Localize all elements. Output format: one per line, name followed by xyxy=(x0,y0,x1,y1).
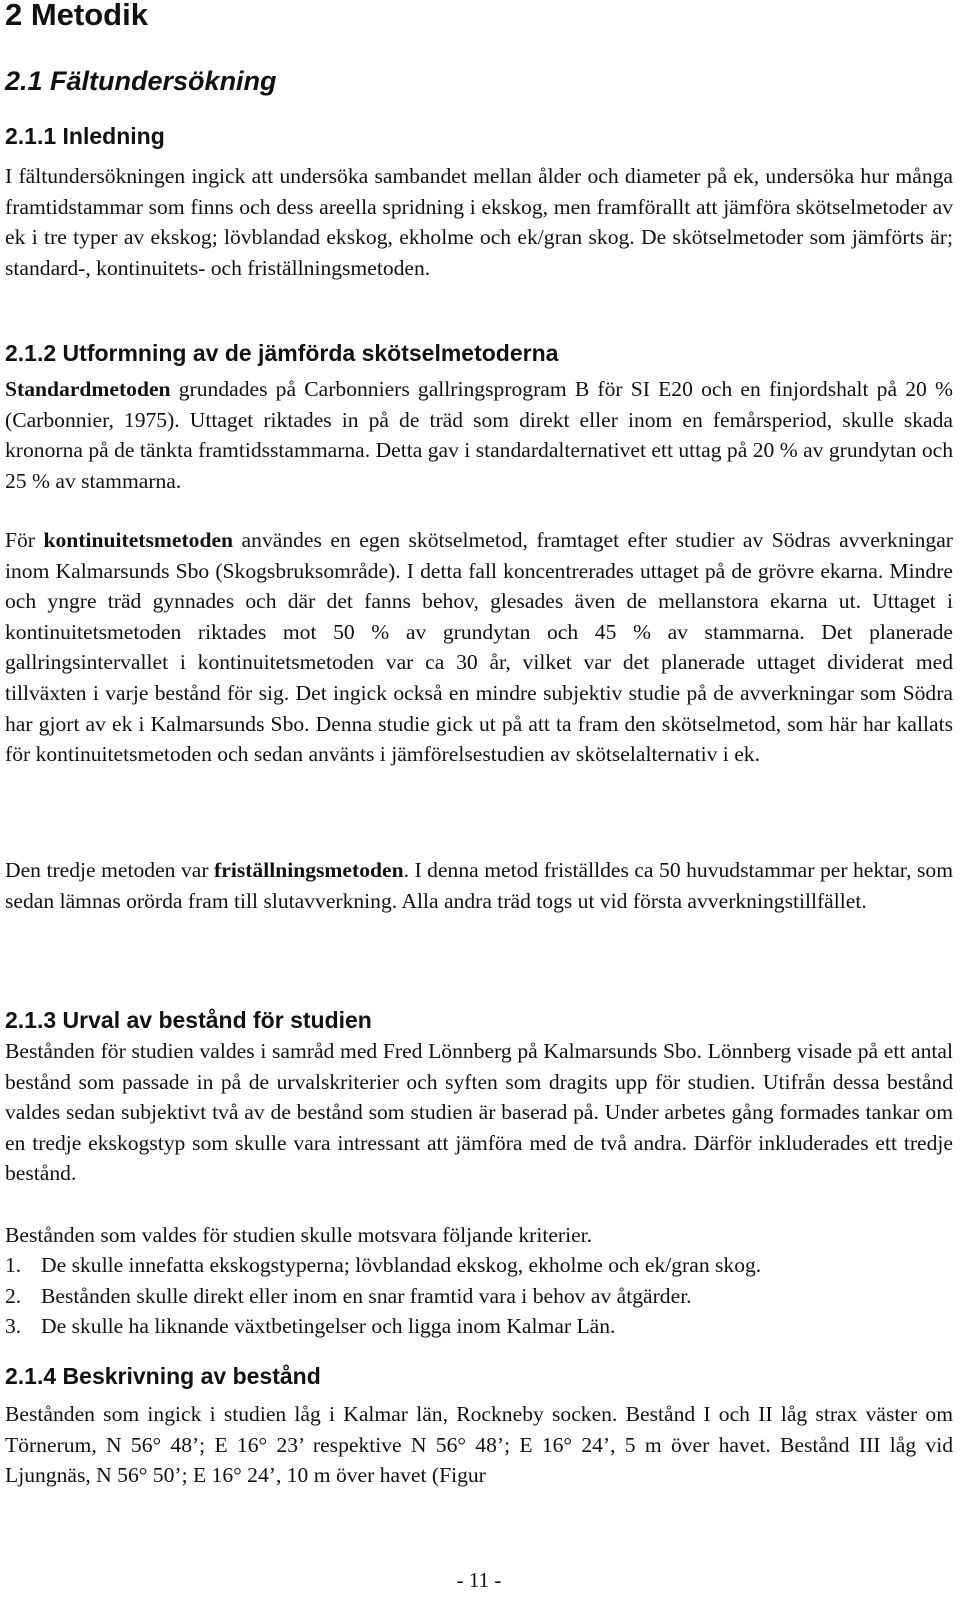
term-standardmetoden: Standardmetoden xyxy=(5,377,171,401)
criteria-list xyxy=(5,1250,953,1342)
paragraph-urval: Bestånden för studien valdes i samråd med Fred Lönnberg på Kalmarsunds Sbo. Lönnberg visade på ett antal bestånd som passade in på de urvalskriterier och syften som dragits upp för studien. Utifrån dessa bestånd valdes sedan subjektivt två av de bestånd som studien är baserad på. Under arbetes gång formades tankar om en tredje ekskogstyp som skulle vara intressant att jämföra med de två andra. Därför inkluderades ett tredje bestånd. xyxy=(5,1039,953,1186)
paragraph-fristallningsmetoden xyxy=(5,855,953,916)
paragraph-inledning: I fältundersökningen ingick att undersöka sambandet mellan ålder och diameter på ek, undersöka hur många framtidstammar som finns och dess areella spridning i ekskog, men framförallt att jämföra skötselmetoder av ek i tre typer av ekskog; lövblandad ekskog, ekholme och ek/gran skog. De skötselmetoder som jämförts är; standard-, kontinuitets- och friställningsmetoden. xyxy=(5,164,953,280)
list-item xyxy=(5,1250,953,1281)
paragraph-text: grundades på Carbonniers gallringsprogram B för SI E20 och en finjordshalt på 20 % (Carbonnier, 1975). Uttaget riktades in på de träd som direkt eller inom en femårsperiod, skulle skada kronorna på de tänkta framtidsstammarna. Detta gav i standardalternativet ett uttag på 20 % av grundytan och 25 % av stammarna. xyxy=(5,377,953,493)
subsection-heading-beskrivning: 2.1.4 Beskrivning av bestånd xyxy=(5,1363,321,1389)
list-number: 3. xyxy=(5,1314,22,1339)
chapter-heading: 2 Metodik xyxy=(5,0,148,32)
paragraph-lead: Den tredje metoden var xyxy=(5,858,215,882)
list-number: 2. xyxy=(5,1283,22,1308)
list-item xyxy=(5,1311,953,1342)
list-number: 1. xyxy=(5,1253,22,1277)
subsection-heading-urval: 2.1.3 Urval av bestånd för studien xyxy=(5,1007,372,1033)
list-text: Bestånden skulle direkt eller inom en snar framtid vara i behov av åtgärder. xyxy=(41,1283,692,1308)
section-heading: 2.1 Fältundersökning xyxy=(5,66,277,96)
list-text: De skulle innefatta ekskogstyperna; lövblandad ekskog, ekholme och ek/gran skog. xyxy=(41,1253,762,1277)
paragraph-lead: För xyxy=(5,528,44,552)
paragraph-kontinuitetsmetoden xyxy=(5,525,953,770)
paragraph-kriterier: Bestånden som valdes för studien skulle motsvara följande kriterier. xyxy=(5,1223,593,1247)
subsection-heading-utformning: 2.1.2 Utformning av de jämförda skötselmetoderna xyxy=(5,340,559,366)
paragraph-text: användes en egen skötselmetod, framtaget efter studier av Södras avverkningar inom Kalmarsunds Sbo (Skogsbruksområde). I detta fall koncentrerades uttaget på de grövre ekarna. Mindre och yngre träd gynnades och där det fanns behov, glesades även de mellanstora ekarna ut. Uttaget i kontinuitetsmetoden riktades mot 50 % av grundytan och 45 % av stammarna. Det planerade gallringsintervallet i kontinuitetsmetoden var ca 30 år, vilket var det planerade uttaget dividerat med tillväxten i varje bestånd för sig. Det ingick också en mindre subjektiv studie på de avverkningar som Södra har gjort av ek i Kalmarsunds Sbo. Denna studie gick ut på att ta fram den skötselmetod, som här har kallats för kontinuitetsmetoden och sedan använts i jämförelsestudien av skötselalternativ i ek. xyxy=(5,528,953,767)
list-item xyxy=(5,1281,953,1312)
page-number: - 11 - xyxy=(456,1568,502,1592)
term-kontinuitetsmetoden: kontinuitetsmetoden xyxy=(43,528,234,552)
paragraph-standardmetoden xyxy=(5,374,953,496)
list-text: De skulle ha liknande växtbetingelser och ligga inom Kalmar Län. xyxy=(41,1314,616,1339)
paragraph-beskrivning: Bestånden som ingick i studien låg i Kalmar län, Rockneby socken. Bestånd I och II låg strax väster om Törnerum, N 56° 48’; E 16° 23’ respektive N 56° 48’; E 16° 24’, 5 m över havet. Bestånd III låg vid Ljungnäs, N 56° 50’; E 16° 24’, 10 m över havet (Figur xyxy=(5,1402,953,1488)
term-fristallningsmetoden: friställningsmetoden xyxy=(214,858,404,882)
subsection-heading-inledning: 2.1.1 Inledning xyxy=(5,123,165,149)
paragraph-text: . I denna metod friställdes ca 50 huvudstammar per hektar, som sedan lämnas orörda fram till slutavverkning. Alla andra träd togs ut vid första avverkningstillfället. xyxy=(5,858,953,913)
